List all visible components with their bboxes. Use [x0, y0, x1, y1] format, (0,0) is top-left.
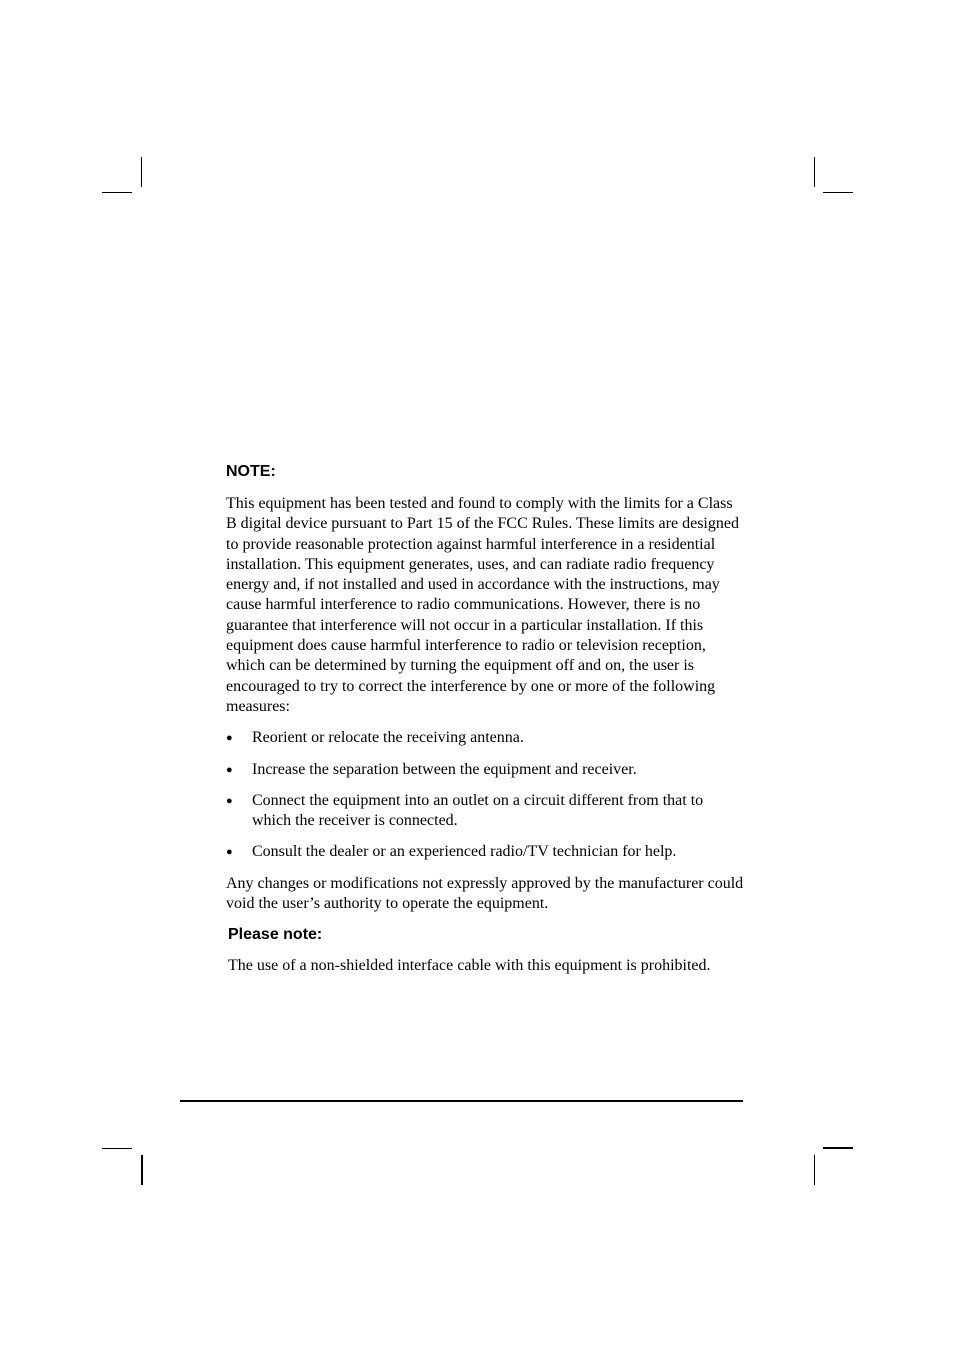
list-item	[226, 760, 746, 780]
crop-mark-bottom-left-horizontal	[102, 1148, 132, 1149]
note-body: This equipment has been tested and found to comply with the limits for a Class B digital device pursuant to Part 15 of the FCC Rules. These limits are designed to provide reasonable protection against harmful interference in a residential installation. This equipment generates, uses, and can radiate radio frequency energy and, if not installed and used in accordance with the instructions, may cause harmful interference to radio communications. However, there is no guarantee that interference will not occur in a particular installation. If this equipment does cause harmful interference to radio or television reception, which can be determined by turning the equipment off and on, the user is encouraged to try to correct the interference by one or more of the following measures:	[226, 495, 739, 715]
bullet-icon: ●	[226, 794, 233, 807]
crop-mark-top-left-vertical	[141, 157, 142, 187]
please-note-body: The use of a non-shielded interface cable with this equipment is prohibited.	[228, 957, 711, 975]
footer-rule	[180, 1100, 743, 1102]
measure-text: Connect the equipment into an outlet on a circuit different from that to which the receiver is connected.	[252, 791, 704, 830]
bullet-icon: ●	[226, 763, 233, 776]
bullet-icon: ●	[226, 846, 233, 859]
crop-mark-bottom-right-horizontal	[823, 1147, 853, 1149]
list-item	[226, 842, 746, 862]
measures-list	[226, 728, 746, 862]
measure-text: Increase the separation between the equipment and receiver.	[252, 760, 637, 778]
crop-mark-top-right-horizontal	[823, 192, 853, 193]
note-heading: NOTE:	[226, 463, 276, 480]
crop-mark-bottom-left-vertical	[141, 1155, 143, 1185]
crop-mark-top-left-horizontal	[102, 192, 132, 193]
please-note-heading: Please note:	[228, 926, 323, 944]
crop-mark-bottom-right-vertical	[814, 1155, 815, 1185]
fcc-notice	[226, 462, 746, 977]
changes-warning: Any changes or modifications not expressly approved by the manufacturer could void the user’s authority to operate the equipment.	[226, 874, 744, 913]
crop-mark-top-right-vertical	[814, 157, 815, 187]
list-item	[226, 728, 746, 748]
bullet-icon: ●	[226, 732, 233, 745]
measure-text: Consult the dealer or an experienced radio/TV technician for help.	[252, 843, 677, 861]
measure-text: Reorient or relocate the receiving antenna.	[252, 729, 524, 747]
list-item	[226, 791, 746, 832]
